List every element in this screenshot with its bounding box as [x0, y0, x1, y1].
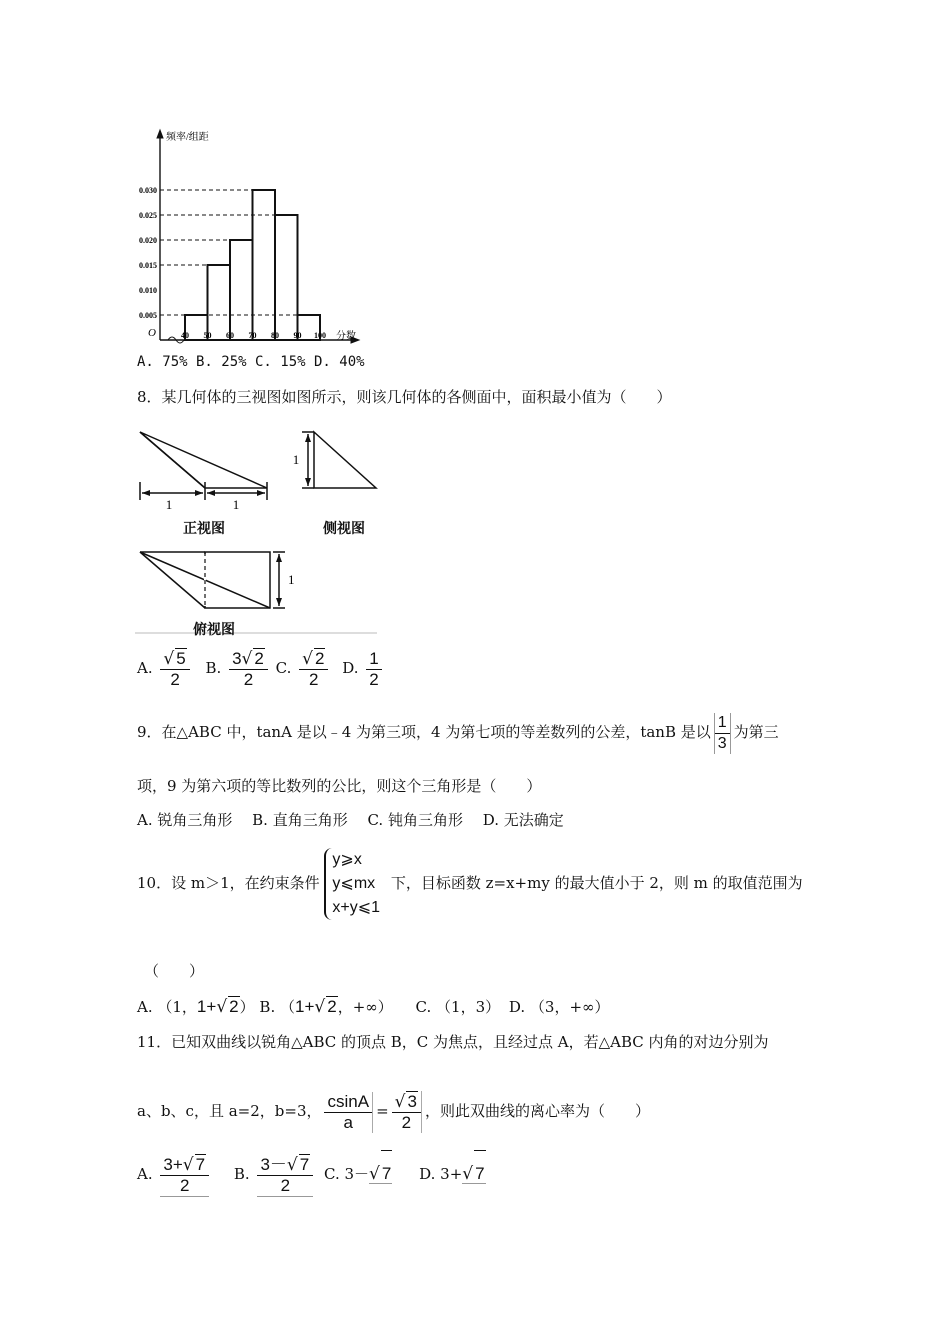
q11-option-d: D. 3+ [419, 1165, 463, 1183]
q9-text-part1: 9．在△ABC 中，tanA 是以﹣4 为第三项，4 为第七项的等差数列的公差，tanB 是以 [137, 723, 711, 741]
q11-value-fraction: $\frac{√ 3}{2}$ [392, 1091, 422, 1133]
q11-value-radicand: 3 [407, 1092, 417, 1111]
q10-option-a-pre: A. （1， [137, 998, 197, 1016]
x-tick-label: 60 [226, 331, 234, 340]
histogram-bar-70-80 [253, 190, 276, 340]
q10-option-d: D. （3，+∞） [508, 998, 610, 1016]
q8-option-a-label: A. [137, 659, 153, 677]
q11-ratio-denominator: a [324, 1112, 372, 1133]
top-view-label: 俯视图 [193, 622, 235, 638]
q10-paren: （ ） [144, 962, 205, 980]
q11-d-radicand: 7 [474, 1150, 485, 1197]
q11-line-2-suffix: ，则此双曲线的离心率为（ ） [424, 1102, 650, 1120]
q10-option-a-post: ） [239, 998, 255, 1016]
x-tick-label: 80 [271, 331, 279, 340]
side-view-figure [288, 428, 383, 493]
q8-b-coefficient: 3 [232, 649, 242, 668]
y-tick-label: 0.010 [139, 286, 157, 295]
q11-a-num-pre: 3+ [163, 1154, 183, 1174]
q10-suffix: 下，目标函数 z=x+my 的最大值小于 2，则 m 的取值范围为 [390, 874, 803, 892]
q11-value-denominator: 2 [392, 1112, 421, 1133]
x-tick-label: 100 [314, 331, 326, 340]
y-axis-arrow [157, 130, 163, 138]
q11-option-c: C. 3－ [324, 1165, 370, 1183]
x-tick-label: 40 [181, 331, 189, 340]
q10-option-b-post: ，+∞） [337, 998, 393, 1016]
q10-option-b-pre: B. （ [259, 998, 295, 1016]
top-dim: 1 [288, 572, 295, 587]
y-tick-label: 0.030 [139, 186, 157, 195]
y-axis-label: 频率/组距 [166, 132, 209, 143]
x-tick-label: 90 [293, 331, 302, 340]
q8-d-denominator: 2 [366, 669, 381, 690]
q8-option-c-label: C. [275, 659, 292, 677]
q11-line-2 [137, 1087, 650, 1135]
q11-equals: = [376, 1102, 389, 1120]
side-dim: 1 [292, 452, 300, 467]
q8-option-d-fraction [366, 649, 381, 690]
q10-option-b-expr: 1+ [294, 997, 315, 1016]
x-tick-label: 50 [203, 331, 212, 340]
q11-b-num-pre: 3－ [260, 1154, 287, 1174]
histogram-bar-80-90 [275, 215, 298, 340]
q9-frac-numerator: 1 [717, 713, 727, 731]
q11-a-radicand: 7 [195, 1154, 206, 1174]
q11-c-radicand: 7 [381, 1150, 392, 1197]
q7-options: A. 75% B. 25% C. 15% D. 40% [137, 354, 365, 370]
q10-options: A. （1，1+√ 2） B. （1+√ 2，+∞） C. （1，3） D. （3，+∞） [137, 997, 610, 1017]
q8-d-numerator: 1 [369, 648, 379, 668]
q9-line-1 [137, 709, 779, 755]
q11-a-denominator: 2 [160, 1175, 209, 1196]
q9-options: A. 锐角三角形 B. 直角三角形 C. 钝角三角形 D. 无法确定 [137, 811, 564, 829]
q11-ratio-numerator: csinA [327, 1091, 370, 1111]
q11-option-b-label: B. [233, 1165, 250, 1183]
x-tick-label: 70 [248, 331, 257, 340]
q10-option-c: C. （1，3） [415, 998, 501, 1016]
histogram-bar-60-70 [230, 240, 253, 340]
q11-b-radicand: 7 [299, 1154, 310, 1174]
q9-line-2: 项，9 为第六项的等比数列的公比，则这个三角形是（ ） [137, 777, 542, 795]
q8-a-radicand: 5 [176, 649, 186, 668]
q10-option-a-expr: 1+ [196, 997, 217, 1016]
q11-line-2-prefix: a、b、c，且 a=2，b=3， [137, 1102, 322, 1120]
q11-b-denominator: 2 [257, 1175, 313, 1196]
q11-option-b-fraction: $\frac{3-√ 7}{2}$ [257, 1154, 313, 1197]
q8-c-denominator: 2 [299, 669, 328, 690]
q8-stem: 8．某几何体的三视图如图所示，则该几何体的各侧面中，面积最小值为（ ） [137, 388, 672, 406]
y-tick-label: 0.015 [139, 261, 157, 270]
q9-fraction [714, 713, 731, 754]
origin-label: O [148, 327, 156, 339]
q8-option-d-label: D. [342, 659, 359, 677]
front-view-label: 正视图 [183, 521, 225, 537]
side-view-label: 侧视图 [323, 521, 365, 537]
front-dim-right: 1 [232, 497, 240, 510]
y-tick-label: 0.020 [139, 236, 157, 245]
q8-a-denominator: 2 [160, 669, 189, 690]
x-axis-label: 分数 [336, 331, 356, 342]
q8-option-c-fraction: $\frac{√ 2}{2}$ [299, 648, 328, 690]
q10-option-b-radicand: 2 [327, 997, 337, 1016]
q10-constraint-2: y⩽mx [332, 875, 376, 892]
q11-option-a-label: A. [137, 1165, 153, 1183]
q9-frac-denominator: 3 [715, 733, 730, 754]
q8-option-a-fraction: $\frac{√ 5}{2}$ [160, 648, 189, 690]
q10-constraint-1: y⩾x [332, 851, 362, 868]
q11-ratio-fraction [324, 1092, 373, 1133]
front-view-figure [135, 430, 275, 510]
q9-text-part2: 为第三 [733, 723, 779, 741]
histogram-bar-50-60 [208, 265, 231, 340]
q8-option-b-fraction: $\frac{3√ 2}{2}$ [229, 648, 268, 690]
q11-line-1: 11．已知双曲线以锐角△ABC 的顶点 B，C 为焦点，且经过点 A，若△ABC 内角的对边分别为 [137, 1033, 769, 1051]
frequency-histogram [130, 128, 370, 348]
q8-b-denominator: 2 [229, 669, 268, 690]
y-tick-label: 0.025 [139, 211, 157, 220]
q11-options: A. $\frac{3+√ 7}{2}$ B. $\frac{3-√ 7}{2}$ C. 3－√ 7 D. 3+√ 7 [137, 1150, 486, 1197]
q8-b-radicand: 2 [254, 649, 264, 668]
y-tick-label: 0.005 [139, 311, 157, 320]
q10-option-a-radicand: 2 [229, 997, 239, 1016]
q8-c-radicand: 2 [314, 649, 325, 668]
top-view-figure [135, 548, 385, 636]
q10-constraint-3: x+y⩽1 [332, 899, 381, 916]
q8-option-b-label: B. [205, 659, 222, 677]
q8-options [137, 645, 385, 691]
q10-line-1 [137, 845, 803, 921]
q11-option-a-fraction: $\frac{3+√ 7}{2}$ [160, 1154, 209, 1197]
q10-constraint-system [324, 848, 386, 920]
front-dim-left: 1 [165, 497, 173, 510]
q10-prefix: 10．设 m＞1，在约束条件 [137, 874, 320, 892]
